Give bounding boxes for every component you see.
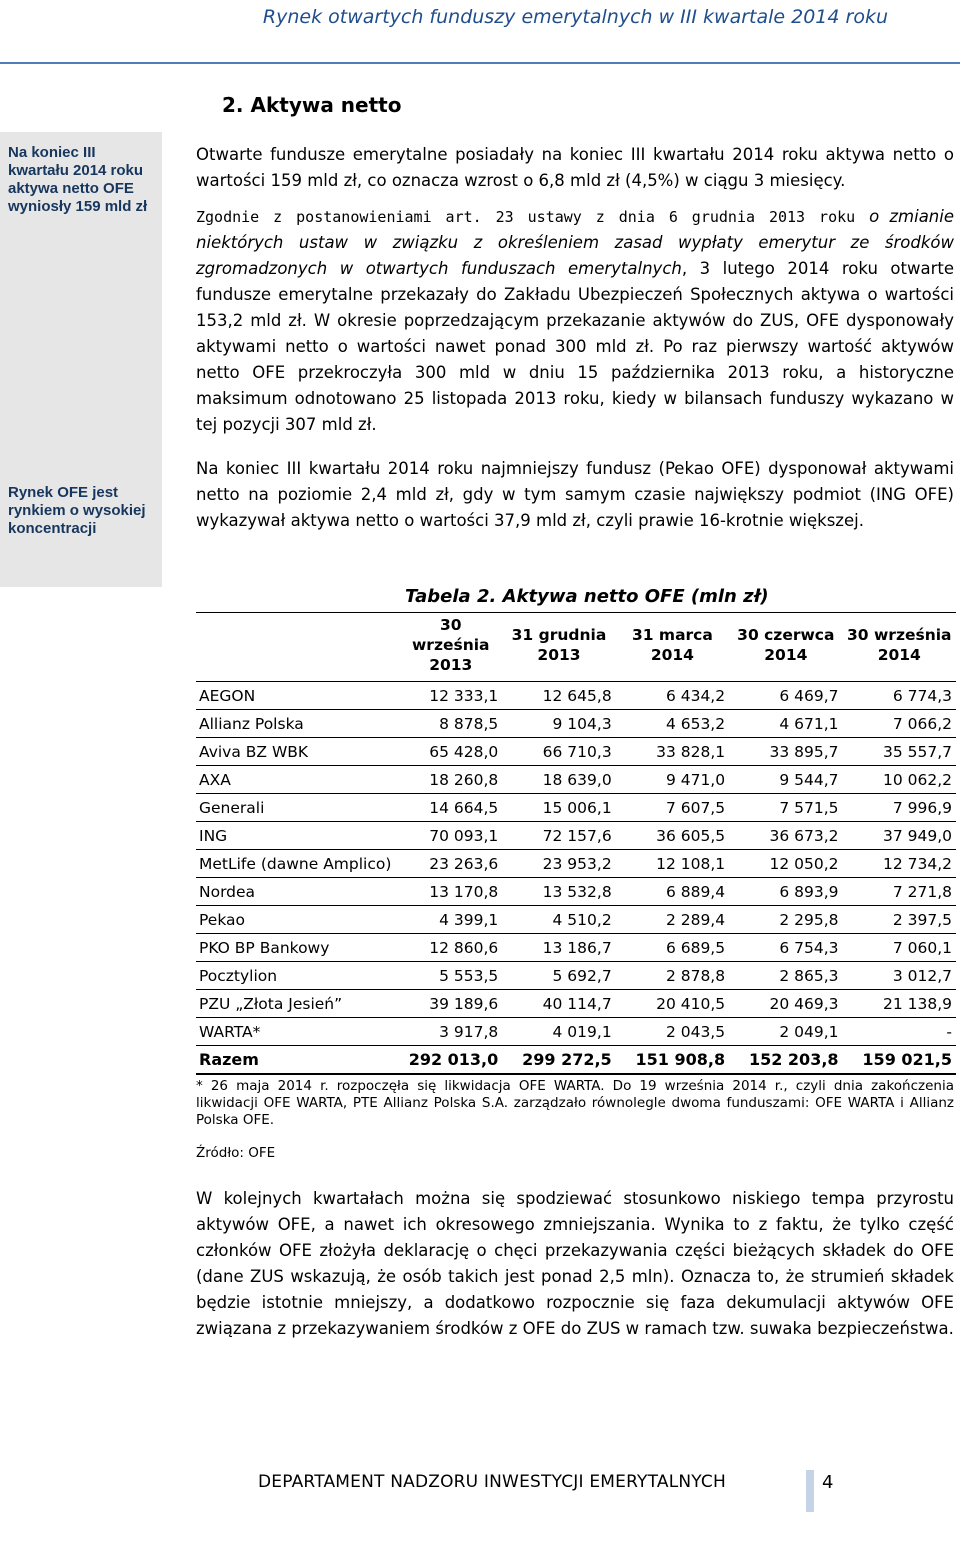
total-value: 151 908,8: [616, 1046, 729, 1075]
table-row: [196, 738, 956, 766]
value-cell: 15 006,1: [502, 794, 615, 822]
value-cell: 7 571,5: [729, 794, 842, 822]
total-value: 152 203,8: [729, 1046, 842, 1075]
header-title: Rynek otwartych funduszy emerytalnych w III kwartale 2014 roku: [262, 6, 888, 28]
value-cell: 9 104,3: [502, 710, 615, 738]
total-value: 159 021,5: [843, 1046, 956, 1075]
value-cell: 2 397,5: [843, 906, 956, 934]
fund-name: Pocztylion: [196, 962, 399, 990]
value-cell: 6 893,9: [729, 878, 842, 906]
value-cell: 70 093,1: [399, 822, 502, 850]
fund-name: Pekao: [196, 906, 399, 934]
value-cell: 6 754,3: [729, 934, 842, 962]
value-cell: 21 138,9: [843, 990, 956, 1018]
header-cell: [196, 613, 399, 682]
table-row: [196, 710, 956, 738]
value-cell: 6 889,4: [616, 878, 729, 906]
value-cell: 2 049,1: [729, 1018, 842, 1046]
sidebar-note-text: Na koniec III kwartału 2014 roku aktywa netto OFE wyniosły 159 mld zł: [8, 144, 148, 215]
paragraph-2: [196, 204, 954, 438]
header-cell: 30 czerwca 2014: [729, 613, 842, 682]
page-header: [0, 0, 960, 64]
value-cell: 7 271,8: [843, 878, 956, 906]
value-cell: 4 399,1: [399, 906, 502, 934]
fund-name: MetLife (dawne Amplico): [196, 850, 399, 878]
value-cell: 12 333,1: [399, 682, 502, 710]
paragraph-1: Otwarte fundusze emerytalne posiadały na koniec III kwartału 2014 roku aktywa netto o wartości 159 mld zł, co oznacza wzrost o 6,8 mld zł (4,5%) w ciągu 3 miesięcy.: [196, 145, 954, 190]
table-row: [196, 794, 956, 822]
value-cell: 36 605,5: [616, 822, 729, 850]
value-cell: 2 043,5: [616, 1018, 729, 1046]
value-cell: 9 544,7: [729, 766, 842, 794]
value-cell: 9 471,0: [616, 766, 729, 794]
value-cell: 2 878,8: [616, 962, 729, 990]
value-cell: 18 260,8: [399, 766, 502, 794]
footer-divider: [806, 1470, 814, 1512]
total-value: 299 272,5: [502, 1046, 615, 1075]
value-cell: 12 645,8: [502, 682, 615, 710]
fund-name: PZU „Złota Jesień”: [196, 990, 399, 1018]
table-caption: Tabela 2. Aktywa netto OFE (mln zł): [405, 586, 769, 607]
sidebar-note-net-assets: [0, 132, 162, 432]
value-cell: 7 607,5: [616, 794, 729, 822]
value-cell: 3 917,8: [399, 1018, 502, 1046]
value-cell: 12 050,2: [729, 850, 842, 878]
table-footnote: * 26 maja 2014 r. rozpoczęła się likwidacja OFE WARTA. Do 19 września 2014 r., czyli dnia zakończenia likwidacji OFE WARTA, PTE Allianz Polska S.A. zarządzało równolegle dwoma funduszami: OFE WARTA i Allianz Polska OFE.: [196, 1078, 954, 1128]
value-cell: 3 012,7: [843, 962, 956, 990]
value-cell: 37 949,0: [843, 822, 956, 850]
value-cell: 18 639,0: [502, 766, 615, 794]
table-row: [196, 906, 956, 934]
value-cell: 4 510,2: [502, 906, 615, 934]
paragraph-2-rest: , 3 lutego 2014 roku otwarte fundusze emerytalne przekazały do Zakładu Ubezpieczeń Społecznych aktywa o wartości 153,2 mld zł. W okresie poprzedzającym przekazanie aktywów do ZUS, OFE dysponowały aktywami netto o wartości nawet ponad 300 mld zł. Po raz pierwszy wartość aktywów netto OFE przekroczyła 300 mld w dniu 15 października 2013 roku, a historyczne maksimum odnotowano 25 listopada 2013 roku, kiedy w bilansach funduszy wykazano w tej pozycji 307 mld zł.: [196, 259, 954, 434]
value-cell: 2 295,8: [729, 906, 842, 934]
value-cell: 13 170,8: [399, 878, 502, 906]
value-cell: 13 186,7: [502, 934, 615, 962]
value-cell: 40 114,7: [502, 990, 615, 1018]
table-row: [196, 822, 956, 850]
section-heading: 2. Aktywa netto: [222, 93, 402, 117]
value-cell: 2 865,3: [729, 962, 842, 990]
net-assets-table: [196, 612, 956, 1075]
fund-name: ING: [196, 822, 399, 850]
header-cell: 30 września 2013: [399, 613, 502, 682]
value-cell: 33 828,1: [616, 738, 729, 766]
value-cell: 6 689,5: [616, 934, 729, 962]
table-total-row: [196, 1046, 956, 1075]
value-cell: 23 263,6: [399, 850, 502, 878]
value-cell: 10 062,2: [843, 766, 956, 794]
value-cell: 2 289,4: [616, 906, 729, 934]
fund-name: AEGON: [196, 682, 399, 710]
table-row: [196, 682, 956, 710]
value-cell: 65 428,0: [399, 738, 502, 766]
value-cell: 23 953,2: [502, 850, 615, 878]
table-row: [196, 990, 956, 1018]
value-cell: 6 774,3: [843, 682, 956, 710]
fund-name: PKO BP Bankowy: [196, 934, 399, 962]
table-row: [196, 766, 956, 794]
table-row: [196, 962, 956, 990]
fund-name: AXA: [196, 766, 399, 794]
value-cell: 72 157,6: [502, 822, 615, 850]
value-cell: 33 895,7: [729, 738, 842, 766]
value-cell: 6 434,2: [616, 682, 729, 710]
total-label: Razem: [196, 1046, 399, 1075]
fund-name: Aviva BZ WBK: [196, 738, 399, 766]
paragraph-4: W kolejnych kwartałach można się spodziewać stosunkowo niskiego tempa przyrostu aktywów OFE, a nawet ich okresowego zmniejszania. Wynika to z faktu, że tylko część członków OFE złożyła deklarację o chęci przekazywania części bieżących składek do OFE (dane ZUS wskazują, że osób takich jest ponad 2,5 mln). Oznacza to, że strumień składek będzie istotnie mniejszy, a dodatkowo rozpocznie się faza dekumulacji aktywów OFE związana z przekazywaniem środków z OFE do ZUS w ramach tzw. suwaka bezpieczeństwa.: [196, 1189, 954, 1338]
value-cell: 20 469,3: [729, 990, 842, 1018]
value-cell: 4 653,2: [616, 710, 729, 738]
paragraph-2-lead: Zgodnie z postanowieniami art. 23 ustawy z dnia 6 grudnia 2013 roku: [196, 208, 870, 226]
value-cell: 14 664,5: [399, 794, 502, 822]
paragraph-3: Na koniec III kwartału 2014 roku najmniejszy fundusz (Pekao OFE) dysponował aktywami netto na poziomie 2,4 mld zł, gdy w tym samym czasie największy podmiot (ING OFE) wykazywał aktywa netto o wartości 37,9 mld zł, czyli prawie 16-krotnie większej.: [196, 459, 954, 530]
header-cell: 31 marca 2014: [616, 613, 729, 682]
fund-name: Allianz Polska: [196, 710, 399, 738]
value-cell: 7 066,2: [843, 710, 956, 738]
value-cell: 36 673,2: [729, 822, 842, 850]
fund-name: Generali: [196, 794, 399, 822]
value-cell: 20 410,5: [616, 990, 729, 1018]
value-cell: -: [843, 1018, 956, 1046]
value-cell: 5 692,7: [502, 962, 615, 990]
value-cell: 7 996,9: [843, 794, 956, 822]
table-row: [196, 1018, 956, 1046]
value-cell: 5 553,5: [399, 962, 502, 990]
value-cell: 12 734,2: [843, 850, 956, 878]
value-cell: 35 557,7: [843, 738, 956, 766]
sidebar-note-concentration: [0, 432, 162, 587]
table-row: [196, 934, 956, 962]
value-cell: 4 671,1: [729, 710, 842, 738]
fund-name: Nordea: [196, 878, 399, 906]
value-cell: 12 108,1: [616, 850, 729, 878]
act-title: o zmianie niektórych ustaw w związku z określeniem zasad wypłaty emerytur ze środków zgromadzonych w otwartych funduszach emerytalnych: [196, 207, 955, 278]
table-header-row: [196, 613, 956, 682]
value-cell: 66 710,3: [502, 738, 615, 766]
value-cell: 12 860,6: [399, 934, 502, 962]
table-row: [196, 878, 956, 906]
value-cell: 6 469,7: [729, 682, 842, 710]
value-cell: 8 878,5: [399, 710, 502, 738]
total-value: 292 013,0: [399, 1046, 502, 1075]
value-cell: 13 532,8: [502, 878, 615, 906]
sidebar-note-text: Rynek OFE jest rynkiem o wysokiej koncentracji: [8, 484, 146, 537]
page-number: 4: [822, 1472, 834, 1493]
header-cell: 31 grudnia 2013: [502, 613, 615, 682]
value-cell: 39 189,6: [399, 990, 502, 1018]
header-cell: 30 września 2014: [843, 613, 956, 682]
fund-name: WARTA*: [196, 1018, 399, 1046]
table-source: Źródło: OFE: [196, 1145, 276, 1161]
table-row: [196, 850, 956, 878]
footer-department: DEPARTAMENT NADZORU INWESTYCJI EMERYTALNYCH: [258, 1472, 726, 1492]
value-cell: 7 060,1: [843, 934, 956, 962]
value-cell: 4 019,1: [502, 1018, 615, 1046]
